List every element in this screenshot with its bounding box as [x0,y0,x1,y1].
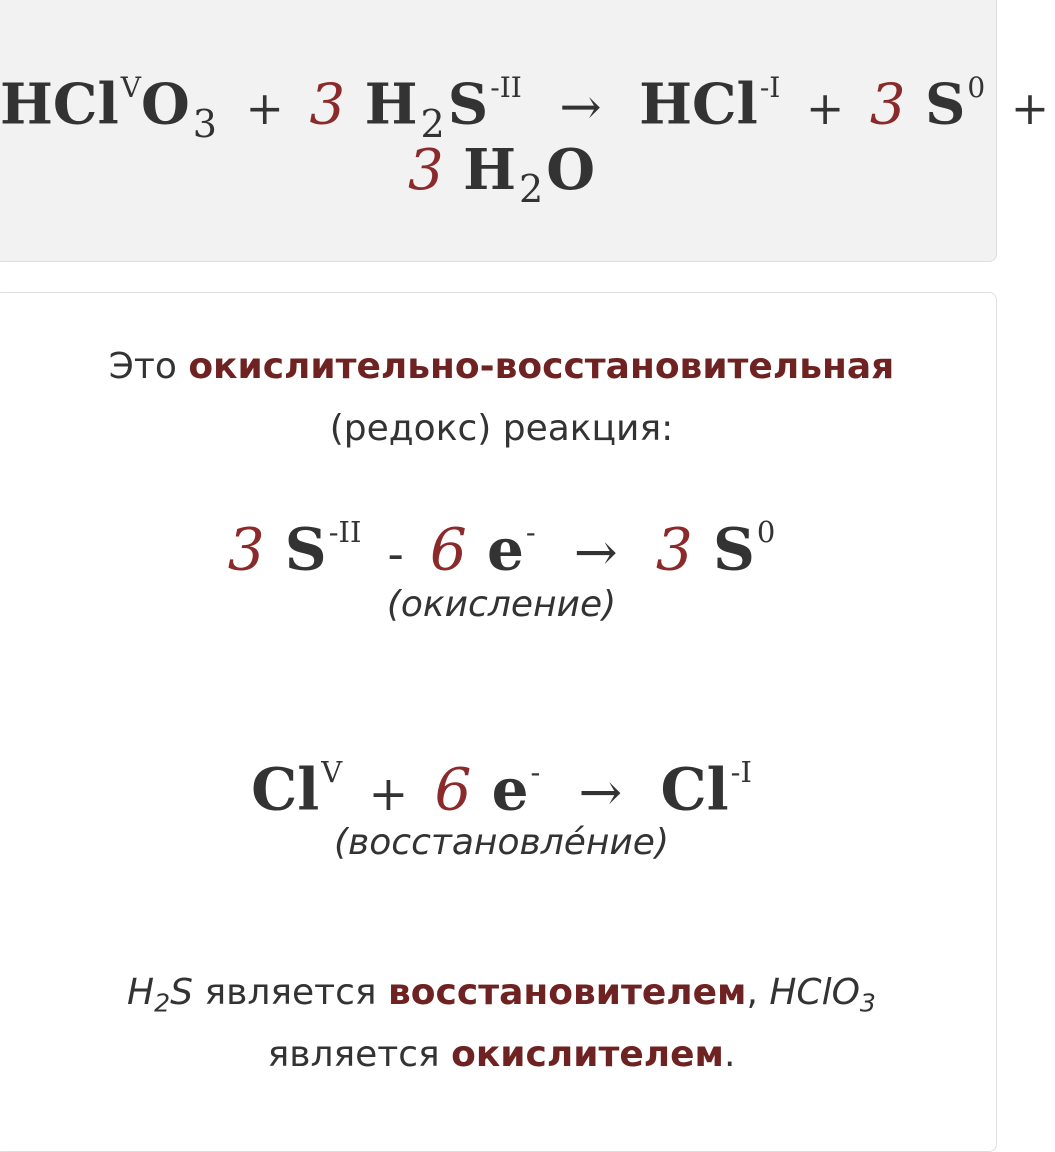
h2s-h-text: H [127,972,155,1013]
oxidation-s-product: S [712,515,755,584]
oxidation-s-state: -II [328,515,362,549]
plus-sign: + [805,80,845,135]
reduction-cl: Cl [251,755,320,824]
equation-line-2 [0,130,1003,229]
h2s-s-text: S [170,972,194,1013]
hcl: HCl [639,71,758,138]
reduction-cl-product: Cl [660,755,729,824]
h2o-h: H [463,137,517,203]
reduction-cl-product-state: -I [730,755,752,789]
conclusion-line-1 [0,972,1003,1018]
reduction-electron-coef: 6 [434,755,472,824]
reduction-label: (восстановле́ние) [334,822,669,863]
sulfur-product: S [924,71,966,138]
h2s-h: H [364,71,418,138]
hcl-oxidation-state: -I [759,71,781,104]
h2s-sub-text: 2 [154,988,171,1018]
h2s-coefficient: 3 [309,72,346,138]
oxidation-label: (окисление) [386,584,617,625]
plus-sign: + [245,80,284,135]
electron-charge: - [530,755,541,789]
reaction-arrow: → [559,76,602,136]
oxidation-s-product-state: 0 [756,515,776,549]
plus-sign: + [368,766,409,822]
hclo3-cl: HCl [0,71,119,138]
h2o-subscript: 2 [519,167,544,212]
s-oxidation-state: -II [490,71,522,104]
redox-intro-line-1 [0,346,1003,387]
hclo3-formula [769,972,876,1018]
hclo3-sub-text: 3 [859,988,876,1018]
electron: e [491,755,529,824]
oxidation-half-reaction [0,492,1003,595]
comma: , [746,972,770,1013]
reducer-term: восстановителем [388,972,747,1013]
conclusion-line-2 [0,1034,1003,1075]
is-text-1: является [193,972,389,1013]
oxidation-arrow: → [573,522,618,583]
reduction-cl-state: V [321,755,343,789]
plus-sign: + [1010,80,1050,135]
o-subscript: 3 [192,101,218,146]
h2o-o: O [546,137,596,203]
s-product-oxidation-state: 0 [967,71,986,104]
oxidation-coef-1: 3 [227,515,265,584]
oxidizer-term: окислителем [451,1034,724,1075]
reduction-half-reaction [0,732,1003,835]
is-text-2: является [267,1034,452,1075]
cl-oxidation-state: V [120,71,141,104]
redox-intro-line-2: (редокс) реакция: [329,408,674,449]
period: . [723,1034,736,1075]
oxidation-s: S [284,515,327,584]
redox-term: окислительно-восстановительная [188,346,895,387]
hclo3-text: HClO [769,972,860,1013]
s-coefficient: 3 [869,72,906,138]
h-subscript: 2 [420,101,445,146]
electron: e [487,515,524,584]
h2s-s: S [447,71,489,138]
h2s-formula [127,972,194,1018]
h2o-coefficient: 3 [407,138,444,203]
intro-prefix: Это [108,346,189,387]
electron-charge: - [525,515,536,549]
oxidation-coef-2: 3 [655,515,693,584]
hclo3-o: O [141,71,190,138]
oxidation-electron-coef: 6 [429,515,467,584]
minus-sign: - [387,526,404,582]
reduction-arrow: → [578,762,623,823]
